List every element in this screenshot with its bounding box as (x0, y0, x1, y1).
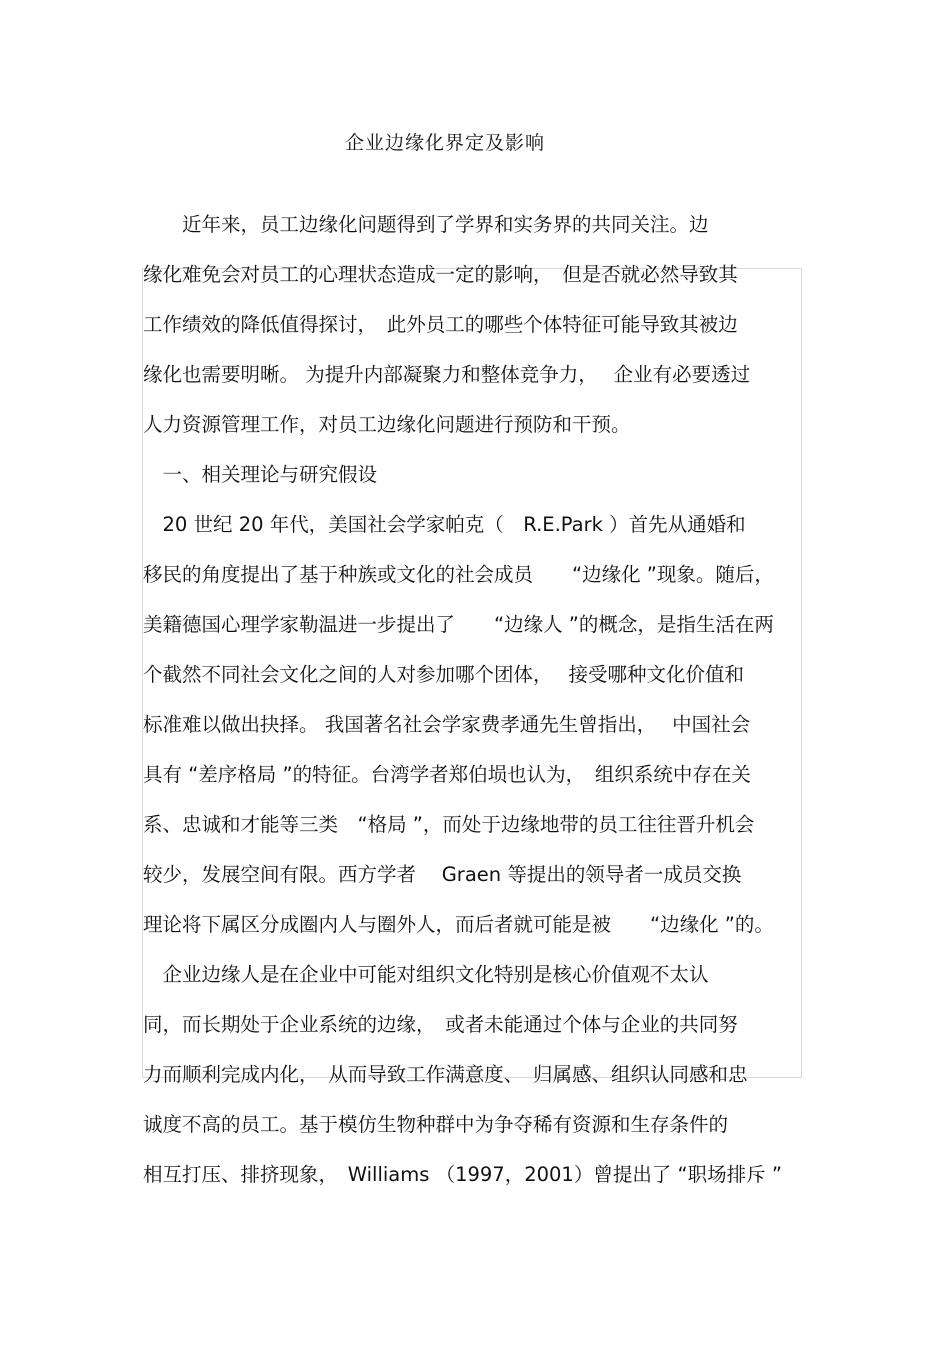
text-line: 系、忠诚和才能等三类 “格局 ”，而处于边缘地带的员工往往晋升机会 (143, 813, 755, 836)
text-line: 诚度不高的员工。基于模仿生物种群中为争夺稀有资源和生存条件的 (143, 1113, 729, 1136)
text-line: 缘化也需要明晰。 为提升内部凝聚力和整体竞争力， 企业有必要透过 (143, 363, 751, 386)
text-line: 20 世纪 20 年代，美国社会学家帕克（ R.E.Park ）首先从通婚和 (143, 513, 746, 536)
text-line: 移民的角度提出了基于种族或文化的社会成员 “边缘化 ”现象。随后， (143, 563, 774, 586)
text-line: 缘化难免会对员工的心理状态造成一定的影响， 但是否就必然导致其 (143, 263, 738, 286)
text-line: 相互打压、排挤现象， Williams （1997，2001）曾提出了 “职场排斥 ” (143, 1163, 782, 1186)
text-line: 人力资源管理工作，对员工边缘化问题进行预防和干预。 (143, 413, 631, 436)
text-line: 个截然不同社会文化之间的人对参加哪个团体， 接受哪种文化价值和 (143, 663, 744, 686)
text-line: 近年来，员工边缘化问题得到了学界和实务界的共同关注。边 (143, 213, 709, 236)
text-line: 力而顺利完成内化， 从而导致工作满意度、 归属感、组织认同感和忠 (143, 1063, 748, 1086)
text-line: 工作绩效的降低值得探讨， 此外员工的哪些个体特征可能导致其被边 (143, 313, 738, 336)
text-line: 同，而长期处于企业系统的边缘， 或者未能通过个体与企业的共同努 (143, 1013, 738, 1036)
text-line: 较少，发展空间有限。西方学者 Graen 等提出的领导者一成员交换 (143, 863, 742, 886)
section-heading: 一、相关理论与研究假设 (143, 463, 378, 486)
text-line: 理论将下属区分成圈内人与圈外人，而后者就可能是被 “边缘化 ”的。 (143, 913, 774, 936)
text-line: 企业边缘人是在企业中可能对组织文化特别是核心价值观不太认 (143, 963, 709, 986)
page-title: 企业边缘化界定及影响 (344, 132, 545, 154)
text-line: 标准难以做出抉择。 我国著名社会学家费孝通先生曾指出， 中国社会 (143, 713, 751, 736)
text-line: 美籍德国心理学家勒温进一步提出了 “边缘人 ”的概念，是指生活在两 (143, 613, 774, 636)
text-line: 具有 “差序格局 ”的特征。台湾学者郑伯埙也认为， 组织系统中存在关 (143, 763, 751, 786)
